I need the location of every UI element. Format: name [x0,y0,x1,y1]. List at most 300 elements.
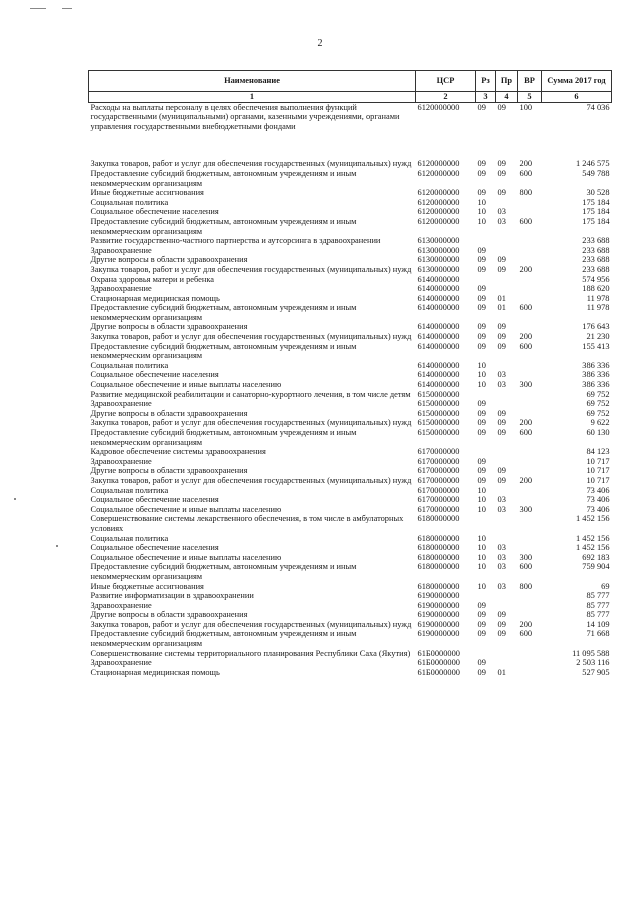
table-row [89,658,612,668]
cell-rz [476,649,496,659]
cell-vr [518,486,542,496]
cell-name: Здравоохранение [90,245,152,255]
cell-pr [496,447,518,457]
header-pr: Пр [496,71,518,92]
cell-vr [518,361,542,371]
cell-sum: 759 904 [582,562,610,572]
cell-name: Закупка товаров, работ и услуг для обеспечения государственных (муниципальных) нужд [90,264,412,274]
col-number-5: 5 [518,92,542,103]
col-number-2: 2 [416,92,476,103]
budget-table-wrapper [88,70,611,677]
cell-sum: 176 643 [582,322,610,332]
table-row [89,303,612,322]
cell-rz: 09 [477,610,486,620]
cell-csr: 6130000000 [417,255,460,265]
cell-rz: 10 [477,562,486,572]
cell-sum: 84 123 [586,447,610,457]
cell-rz: 09 [477,600,486,610]
col-number-6: 6 [542,92,612,103]
cell-pr: 03 [497,552,506,562]
cell-name: Здравоохранение [90,456,152,466]
budget-table [88,70,612,677]
cell-pr [496,275,518,285]
cell-pr [496,649,518,659]
cell-vr [518,610,542,620]
cell-sum: 85 777 [586,610,610,620]
cell-sum: 73 406 [586,495,610,505]
cell-pr: 09 [497,102,506,112]
cell-name: Иные бюджетные ассигнования [90,188,204,198]
header-name: Наименование [89,71,416,92]
table-row [89,380,612,390]
cell-vr [518,294,542,304]
cell-pr: 09 [497,408,506,418]
cell-rz: 10 [477,197,486,207]
header-csr: ЦСР [416,71,476,92]
cell-sum: 175 184 [582,197,610,207]
cell-csr: 6180000000 [417,543,460,553]
cell-name: Здравоохранение [90,658,152,668]
cell-sum: 1 246 575 [576,159,610,169]
table-row [89,255,612,265]
table-row [89,649,612,659]
cell-name: Кадровое обеспечение системы здравоохранения [90,447,266,457]
cell-pr: 03 [497,216,506,226]
table-row [89,428,612,447]
cell-vr [518,457,542,467]
cell-vr: 300 [519,380,533,390]
cell-rz: 09 [477,466,486,476]
col-number-3: 3 [476,92,496,103]
cell-pr [496,198,518,208]
cell-csr: 6170000000 [417,466,460,476]
table-row [89,495,612,505]
cell-pr [496,361,518,371]
cell-vr [518,370,542,380]
table-row [89,610,612,620]
cell-vr [518,131,542,159]
cell-name: Социальное обеспечение и иные выплаты населению [90,504,282,514]
cell-sum: 69 752 [586,408,610,418]
cell-pr [496,284,518,294]
cell-rz: 10 [477,485,486,495]
cell-pr [496,658,518,668]
cell-csr: 6190000000 [417,629,460,639]
cell-sum: 233 688 [582,236,610,246]
cell-rz: 10 [477,380,486,390]
cell-vr: 200 [519,264,533,274]
cell-vr [518,322,542,332]
cell-pr [496,131,518,159]
cell-sum: 1 452 156 [576,543,610,553]
cell-pr: 01 [497,667,506,677]
cell-name: Предоставление субсидий бюджетным, автономным учреждениям и иным некоммерческим организациям [90,341,357,361]
cell-pr [496,399,518,409]
table-row [89,275,612,285]
cell-csr: 6120000000 [417,159,460,169]
cell-pr: 09 [497,475,506,485]
cell-name: Социальное обеспечение и иные выплаты населению [90,380,282,390]
cell-pr [496,486,518,496]
cell-sum: 155 413 [582,341,610,351]
cell-name: Стационарная медицинская помощь [90,667,220,677]
cell-csr: 6180000000 [417,514,460,524]
table-row [89,601,612,611]
cell-csr: 6140000000 [417,380,460,390]
cell-csr: 6190000000 [417,591,460,601]
cell-pr: 03 [497,495,506,505]
cell-pr: 09 [497,255,506,265]
cell-sum: 10 717 [586,456,610,466]
cell-sum: 2 503 116 [576,658,610,668]
table-row [89,198,612,208]
cell-name: Охрана здоровья матери и ребенка [90,274,215,284]
cell-vr: 200 [519,332,533,342]
cell-vr: 600 [519,629,533,639]
cell-csr: 6120000000 [417,102,460,112]
cell-sum: 11 978 [586,293,610,303]
cell-pr: 09 [497,428,506,437]
table-row [89,236,612,246]
cell-sum: 175 184 [582,207,610,217]
cell-name: Предоставление субсидий бюджетным, автономным учреждениям и иным некоммерческим организациям [90,428,357,447]
cell-rz: 09 [477,475,486,485]
cell-vr [518,668,542,678]
cell-sum: 60 130 [586,428,610,437]
cell-sum: 527 905 [582,667,610,677]
cell-vr [518,447,542,457]
cell-name: Социальная политика [90,533,169,543]
cell-name: Другие вопросы в области здравоохранения [90,466,248,476]
cell-pr [496,601,518,611]
cell-sum: 386 336 [582,370,610,380]
cell-csr: 6170000000 [417,456,460,466]
table-row [89,188,612,198]
cell-name: Социальное обеспечение населения [90,207,219,217]
cell-sum: 10 717 [586,475,610,485]
cell-vr [518,246,542,256]
table-row [89,629,612,648]
cell-vr [518,207,542,217]
cell-pr: 03 [497,370,506,380]
cell-vr: 600 [519,562,533,572]
cell-csr: 6130000000 [417,264,460,274]
page-number: 2 [317,38,323,49]
cell-sum: 233 688 [582,264,610,274]
header-sum: Сумма 2017 год [542,71,612,92]
cell-sum: 30 528 [586,188,610,198]
cell-csr: 6130000000 [417,236,460,246]
table-row [89,457,612,467]
table-row [89,505,612,515]
table-row [89,294,612,304]
cell-rz: 10 [477,543,486,553]
cell-pr: 01 [497,293,506,303]
table-row [89,361,612,371]
cell-name: Социальное обеспечение и иные выплаты населению [90,552,282,562]
cell-csr: 6120000000 [417,188,460,198]
cell-sum: 9 622 [590,418,610,428]
cell-csr: 6190000000 [417,600,460,610]
cell-vr: 600 [519,341,533,351]
cell-csr: 6170000000 [417,504,460,514]
cell-sum: 1 452 156 [576,514,610,524]
cell-csr: 6150000000 [417,428,460,437]
cell-vr: 300 [519,504,533,514]
cell-rz: 10 [477,581,486,591]
cell-rz: 10 [477,370,486,380]
cell-name: Другие вопросы в области здравоохранения [90,255,248,265]
cell-pr [496,591,518,601]
cell-vr [518,591,542,601]
cell-name: Развитие информатизации в здравоохранении [90,591,254,601]
cell-vr [518,198,542,208]
cell-name: Здравоохранение [90,284,152,294]
cell-sum: 73 406 [586,504,610,514]
table-row [89,399,612,409]
cell-rz: 10 [477,533,486,543]
table-row [89,476,612,486]
cell-pr: 09 [497,629,506,639]
cell-sum: 188 620 [582,284,610,294]
table-row [89,390,612,400]
cell-csr: 6140000000 [417,274,460,284]
cell-pr [496,390,518,400]
cell-rz: 10 [477,216,486,226]
cell-vr [518,658,542,668]
cell-rz: 09 [477,629,486,639]
table-row [89,486,612,496]
table-row [89,553,612,563]
cell-pr: 09 [497,341,506,351]
cell-sum: 549 788 [582,168,610,178]
cell-pr: 09 [497,322,506,332]
table-row [89,466,612,476]
cell-pr: 09 [497,168,506,178]
cell-rz: 09 [477,293,486,303]
cell-vr: 200 [519,418,533,428]
cell-pr: 09 [497,466,506,476]
cell-pr [496,246,518,256]
cell-csr: 6170000000 [417,475,460,485]
cell-csr: 6120000000 [417,197,460,207]
cell-rz: 09 [477,255,486,265]
cell-rz: 09 [477,456,486,466]
header-vr: ВР [518,71,542,92]
cell-sum: 233 688 [582,255,610,265]
cell-name: Социальное обеспечение населения [90,543,219,553]
table-row [89,409,612,419]
cell-rz [476,131,496,159]
cell-pr: 01 [497,303,506,313]
table-row [89,265,612,275]
cell-rz: 09 [477,667,486,677]
cell-pr [496,236,518,246]
cell-pr: 03 [497,543,506,553]
cell-pr: 03 [497,380,506,390]
cell-csr: 6120000000 [417,168,460,178]
cell-vr [518,399,542,409]
cell-name: Закупка товаров, работ и услуг для обеспечения государственных (муниципальных) нужд [90,332,412,342]
cell-pr: 09 [497,332,506,342]
cell-csr [416,131,476,159]
cell-csr: 6190000000 [417,610,460,620]
cell-rz: 09 [477,284,486,294]
cell-vr [518,255,542,265]
cell-pr: 09 [497,418,506,428]
cell-name: Социальная политика [90,485,169,495]
cell-sum: 386 336 [582,360,610,370]
cell-vr [518,514,542,533]
cell-vr: 300 [519,552,533,562]
cell-rz: 09 [477,408,486,418]
cell-name: Закупка товаров, работ и услуг для обеспечения государственных (муниципальных) нужд [90,475,412,485]
cell-rz: 10 [477,495,486,505]
cell-csr: 6120000000 [417,207,460,217]
cell-csr: 6140000000 [417,341,460,351]
cell-name: Другие вопросы в области здравоохранения [90,322,248,332]
cell-csr: 6180000000 [417,552,460,562]
cell-name: Предоставление субсидий бюджетным, автономным учреждениям и иным некоммерческим организациям [90,562,357,581]
cell-vr [518,390,542,400]
cell-sum: 21 230 [586,332,610,342]
cell-name: Здравоохранение [90,399,152,409]
cell-sum: 386 336 [582,380,610,390]
cell-sum: 692 183 [582,552,610,562]
cell-sum: 69 [601,581,610,591]
cell-rz [476,275,496,285]
cell-rz [476,591,496,601]
cell-vr [518,284,542,294]
cell-pr: 03 [497,504,506,514]
table-row [89,543,612,553]
cell-name: Другие вопросы в области здравоохранения [90,610,248,620]
cell-csr: 6170000000 [417,485,460,495]
cell-rz: 09 [477,102,486,112]
cell-pr [496,514,518,533]
cell-csr: 6120000000 [417,216,460,226]
cell-name: Предоставление субсидий бюджетным, автономным учреждениям и иным некоммерческим организациям [90,629,357,649]
cell-vr [518,409,542,419]
table-row [89,620,612,630]
cell-rz [476,390,496,400]
cell-rz: 09 [477,658,486,668]
table-row [89,159,612,169]
table-row [89,342,612,361]
cell-vr: 600 [519,216,533,226]
cell-sum: 71 668 [586,629,610,639]
cell-name: Социальное обеспечение населения [90,370,219,380]
cell-csr: 61Б0000000 [417,667,460,677]
col-number-4: 4 [496,92,518,103]
table-row [89,418,612,428]
cell-csr: 6150000000 [417,389,460,399]
cell-csr: 6180000000 [417,533,460,543]
table-row [89,284,612,294]
cell-csr: 61Б0000000 [417,658,460,668]
cell-sum [542,131,612,159]
cell-pr: 03 [497,207,506,217]
cell-pr: 03 [497,562,506,572]
cell-rz: 10 [477,504,486,514]
cell-rz: 09 [477,428,486,437]
cell-name: Расходы на выплаты персоналу в целях обеспечения выполнения функций государственными (муниципальными) органами, казенными учреждениями, органами управления государственными внебюджетными фондами [90,102,400,131]
cell-csr: 6140000000 [417,303,460,313]
cell-csr: 6150000000 [417,408,460,418]
cell-sum: 175 184 [582,216,610,226]
cell-vr: 200 [519,619,533,629]
cell-rz: 10 [477,207,486,217]
cell-vr: 600 [519,428,533,437]
cell-rz: 09 [477,245,486,255]
cell-csr: 6170000000 [417,495,460,505]
table-row [89,169,612,188]
cell-sum: 69 752 [586,389,610,399]
table-row [89,322,612,332]
cell-rz [476,447,496,457]
cell-rz: 09 [477,341,486,351]
table-row [89,370,612,380]
header-rz: Рз [476,71,496,92]
cell-csr: 61Б0000000 [417,648,460,658]
table-row [89,102,612,131]
col-number-1: 1 [89,92,416,103]
cell-rz: 09 [477,418,486,428]
cell-sum: 85 777 [586,600,610,610]
cell-csr: 6140000000 [417,370,460,380]
cell-rz: 10 [477,360,486,370]
cell-name: Предоставление субсидий бюджетным, автономным учреждениям и иным некоммерческим организациям [90,168,357,188]
cell-vr: 100 [519,102,533,112]
cell-rz [476,236,496,246]
cell-rz [476,514,496,533]
cell-rz: 09 [477,332,486,342]
cell-vr [518,543,542,553]
cell-name: Закупка товаров, работ и услуг для обеспечения государственных (муниципальных) нужд [90,159,412,169]
cell-name: Развитие медицинской реабилитации и санаторно-курортного лечения, в том числе детям [90,389,411,399]
table-row [89,668,612,678]
cell-csr: 6150000000 [417,399,460,409]
cell-csr: 6190000000 [417,619,460,629]
table-row [89,217,612,236]
cell-vr: 600 [519,303,533,313]
cell-vr [518,236,542,246]
cell-name: Стационарная медицинская помощь [90,293,220,303]
cell-rz: 09 [477,399,486,409]
cell-sum: 11 978 [586,303,610,313]
cell-csr: 6180000000 [417,581,460,591]
cell-csr: 6140000000 [417,360,460,370]
cell-name: Совершенствование системы территориального планирования Республики Саха (Якутия) [90,648,411,658]
cell-vr [518,495,542,505]
cell-pr: 09 [497,188,506,198]
table-row [89,447,612,457]
cell-csr: 6130000000 [417,245,460,255]
cell-csr: 6180000000 [417,562,460,572]
cell-rz: 09 [477,322,486,332]
cell-vr [518,649,542,659]
cell-name: Социальная политика [90,360,169,370]
cell-name: Иные бюджетные ассигнования [90,581,204,591]
cell-rz: 09 [477,619,486,629]
cell-name: Совершенствование системы лекарственного обеспечения, в том числе в амбулаторных условиях [90,514,404,533]
cell-vr [518,601,542,611]
cell-csr: 6170000000 [417,447,460,457]
cell-sum: 10 717 [586,466,610,476]
table-row [89,246,612,256]
cell-vr [518,534,542,544]
cell-vr [518,466,542,476]
